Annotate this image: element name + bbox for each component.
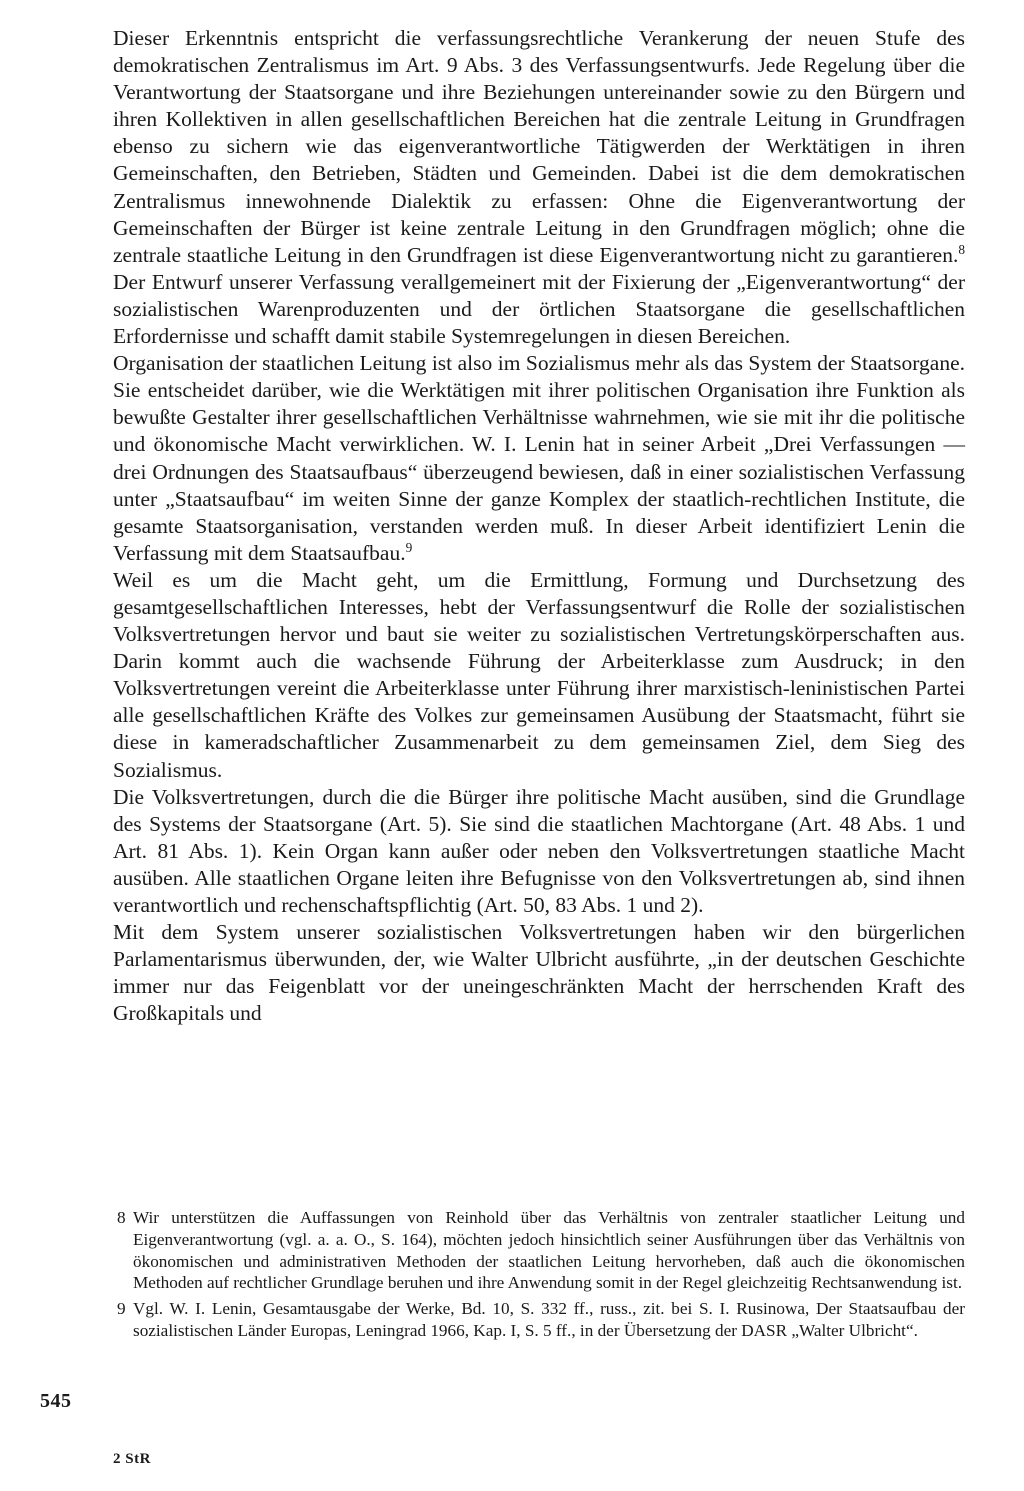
paragraph [113, 350, 965, 567]
paragraph [113, 784, 965, 919]
footnote [113, 1298, 965, 1342]
footnote-ref-9[interactable]: 9 [405, 539, 413, 555]
footnote [113, 1207, 965, 1294]
paragraph-text: Mit dem System unserer sozialistischen Volksvertretungen haben wir den bürgerlichen Parlamentarismus überwunden, der, wie Walter Ulbricht ausführte, „in der deutschen Geschichte immer nur das Feigenblatt vor der uneingeschränkten Macht der herrschenden Kraft des Großkapitals und [113, 920, 965, 1026]
footnote-ref-8[interactable]: 8 [958, 241, 965, 257]
page-number: 545 [40, 1390, 72, 1412]
footnote-number: 8 [117, 1208, 126, 1227]
paragraph-text: Organisation der staatlichen Leitung ist also im Sozialismus mehr als das System der Staatsorgane. Sie entscheidet darüber, wie die Werktätigen mit ihrer politischen Organisation ihre Funktion als bewußte Gestalter ihrer gesellschaftlichen Verhältnisse wahrnehmen, wie sie mit ihr die politische und ökonomische Macht verwirklichen. W. I. Lenin hat in seiner Arbeit „Drei Verfassungen — drei Ordnungen des Staatsaufbaus“ überzeugend bewiesen, daß in einer sozialistischen Verfassung unter „Staatsaufbau“ im weiten Sinne der ganze Komplex der staatlich-rechtlichen Institute, die gesamte Staatsorganisation, verstanden werden muß. In dieser Arbeit identifiziert Lenin die Verfassung mit dem Staatsaufbau. [113, 351, 965, 565]
paragraph-text: Der Entwurf unserer Verfassung verallgemeinert mit der Fixierung der „Eigenverantwortung“ der sozialistischen Warenproduzenten und der örtlichen Staatsorgane die gesellschaftlichen Erfordernisse und schafft damit stabile Systemregelungen in diesen Bereichen. [113, 269, 965, 349]
paragraph [113, 567, 965, 784]
body-text [113, 25, 965, 1027]
footnote-number: 9 [117, 1299, 126, 1319]
footnote-text: Vgl. W. I. Lenin, Gesamtausgabe der Werke, Bd. 10, S. 332 ff., russ., zit. bei S. I. Rusinowa, Der Staatsaufbau der sozialistischen Länder Europas, Leningrad 1966, Kap. I, S. 5 ff., in der Übersetzung der DASR „Walter Ulbricht“. [133, 1299, 965, 1340]
paragraph-text: Die Volksvertretungen, durch die die Bürger ihre politische Macht ausüben, sind die Grundlage des Systems der Staatsorgane (Art. 5). Sie sind die staatlichen Machtorgane (Art. 48 Abs. 1 und Art. 81 Abs. 1). Kein Organ kann außer oder neben den Volksvertretungen staatliche Macht ausüben. Alle staatlichen Organe leiten ihre Befugnisse von den Volksvertretungen ab, sind ihnen verantwortlich und rechenschaftspflichtig (Art. 50, 83 Abs. 1 und 2). [113, 784, 965, 917]
footnote-text: Wir unterstützen die Auffassungen von Reinhold über das Verhältnis von zentraler staatlicher Leitung und Eigenverantwortung (vgl. a. a. O., S. 164), möchten jedoch hinsichtlich seiner Ausführungen über das Verhältnis von ökonomischen und administrativen Methoden der staatlichen Leitung hervorheben, daß auch die ökonomischen Methoden auf rechtlicher Grundlage beruhen und ihre Anwendung somit in der Regel gleichzeitig Rechtsanwendung ist. [133, 1208, 965, 1293]
paragraph [113, 25, 965, 350]
paragraph-text: Dieser Erkenntnis entspricht die verfassungsrechtliche Verankerung der neuen Stufe des demokratischen Zentralismus im Art. 9 Abs. 3 des Verfassungsentwurfs. Jede Regelung über die Verantwortung der Staatsorgane und ihre Beziehungen untereinander sowie zu den Bürgern und ihren Kollektiven in allen gesellschaftlichen Bereichen hat die zentrale Leitung in Grundfragen ebenso zu sichern wie das eigenverantwortliche Tätigwerden der Werktätigen in ihren Gemeinschaften, den Betrieben, Städten und Gemeinden. Dabei ist die dem demokratischen Zentralismus innewohnende Dialektik zu erfassen: Ohne die Eigenverantwortung der Gemeinschaften der Bürger ist keine zentrale Leitung in den Grundfragen möglich; ohne die zentrale staatliche Leitung in den Grundfragen ist diese Eigenverantwortung nicht zu garantieren. [113, 26, 965, 267]
footnotes [113, 1207, 965, 1346]
paragraph-text: Weil es um die Macht geht, um die Ermittlung, Formung und Durchsetzung des gesamtgesellschaftlichen Interesses, hebt der Verfassungsentwurf die Rolle der sozialistischen Volksvertretungen hervor und baut sie weiter zu sozialistischen Vertretungskörperschaften aus. Darin kommt auch die wachsende Führung der Arbeiterklasse zum Ausdruck; in den Volksvertretungen vereint die Arbeiterklasse unter Führung ihrer marxistisch-leninistischen Partei alle gesellschaftlichen Kräfte des Volkes zur gemeinsamen Ausübung der Staatsmacht, führt sie diese in kameradschaftlicher Zusammenarbeit zu dem gemeinsamen Ziel, dem Sieg des Sozialismus. [113, 567, 965, 782]
paragraph [113, 919, 965, 1027]
printer-signature: 2 StR [113, 1451, 151, 1467]
